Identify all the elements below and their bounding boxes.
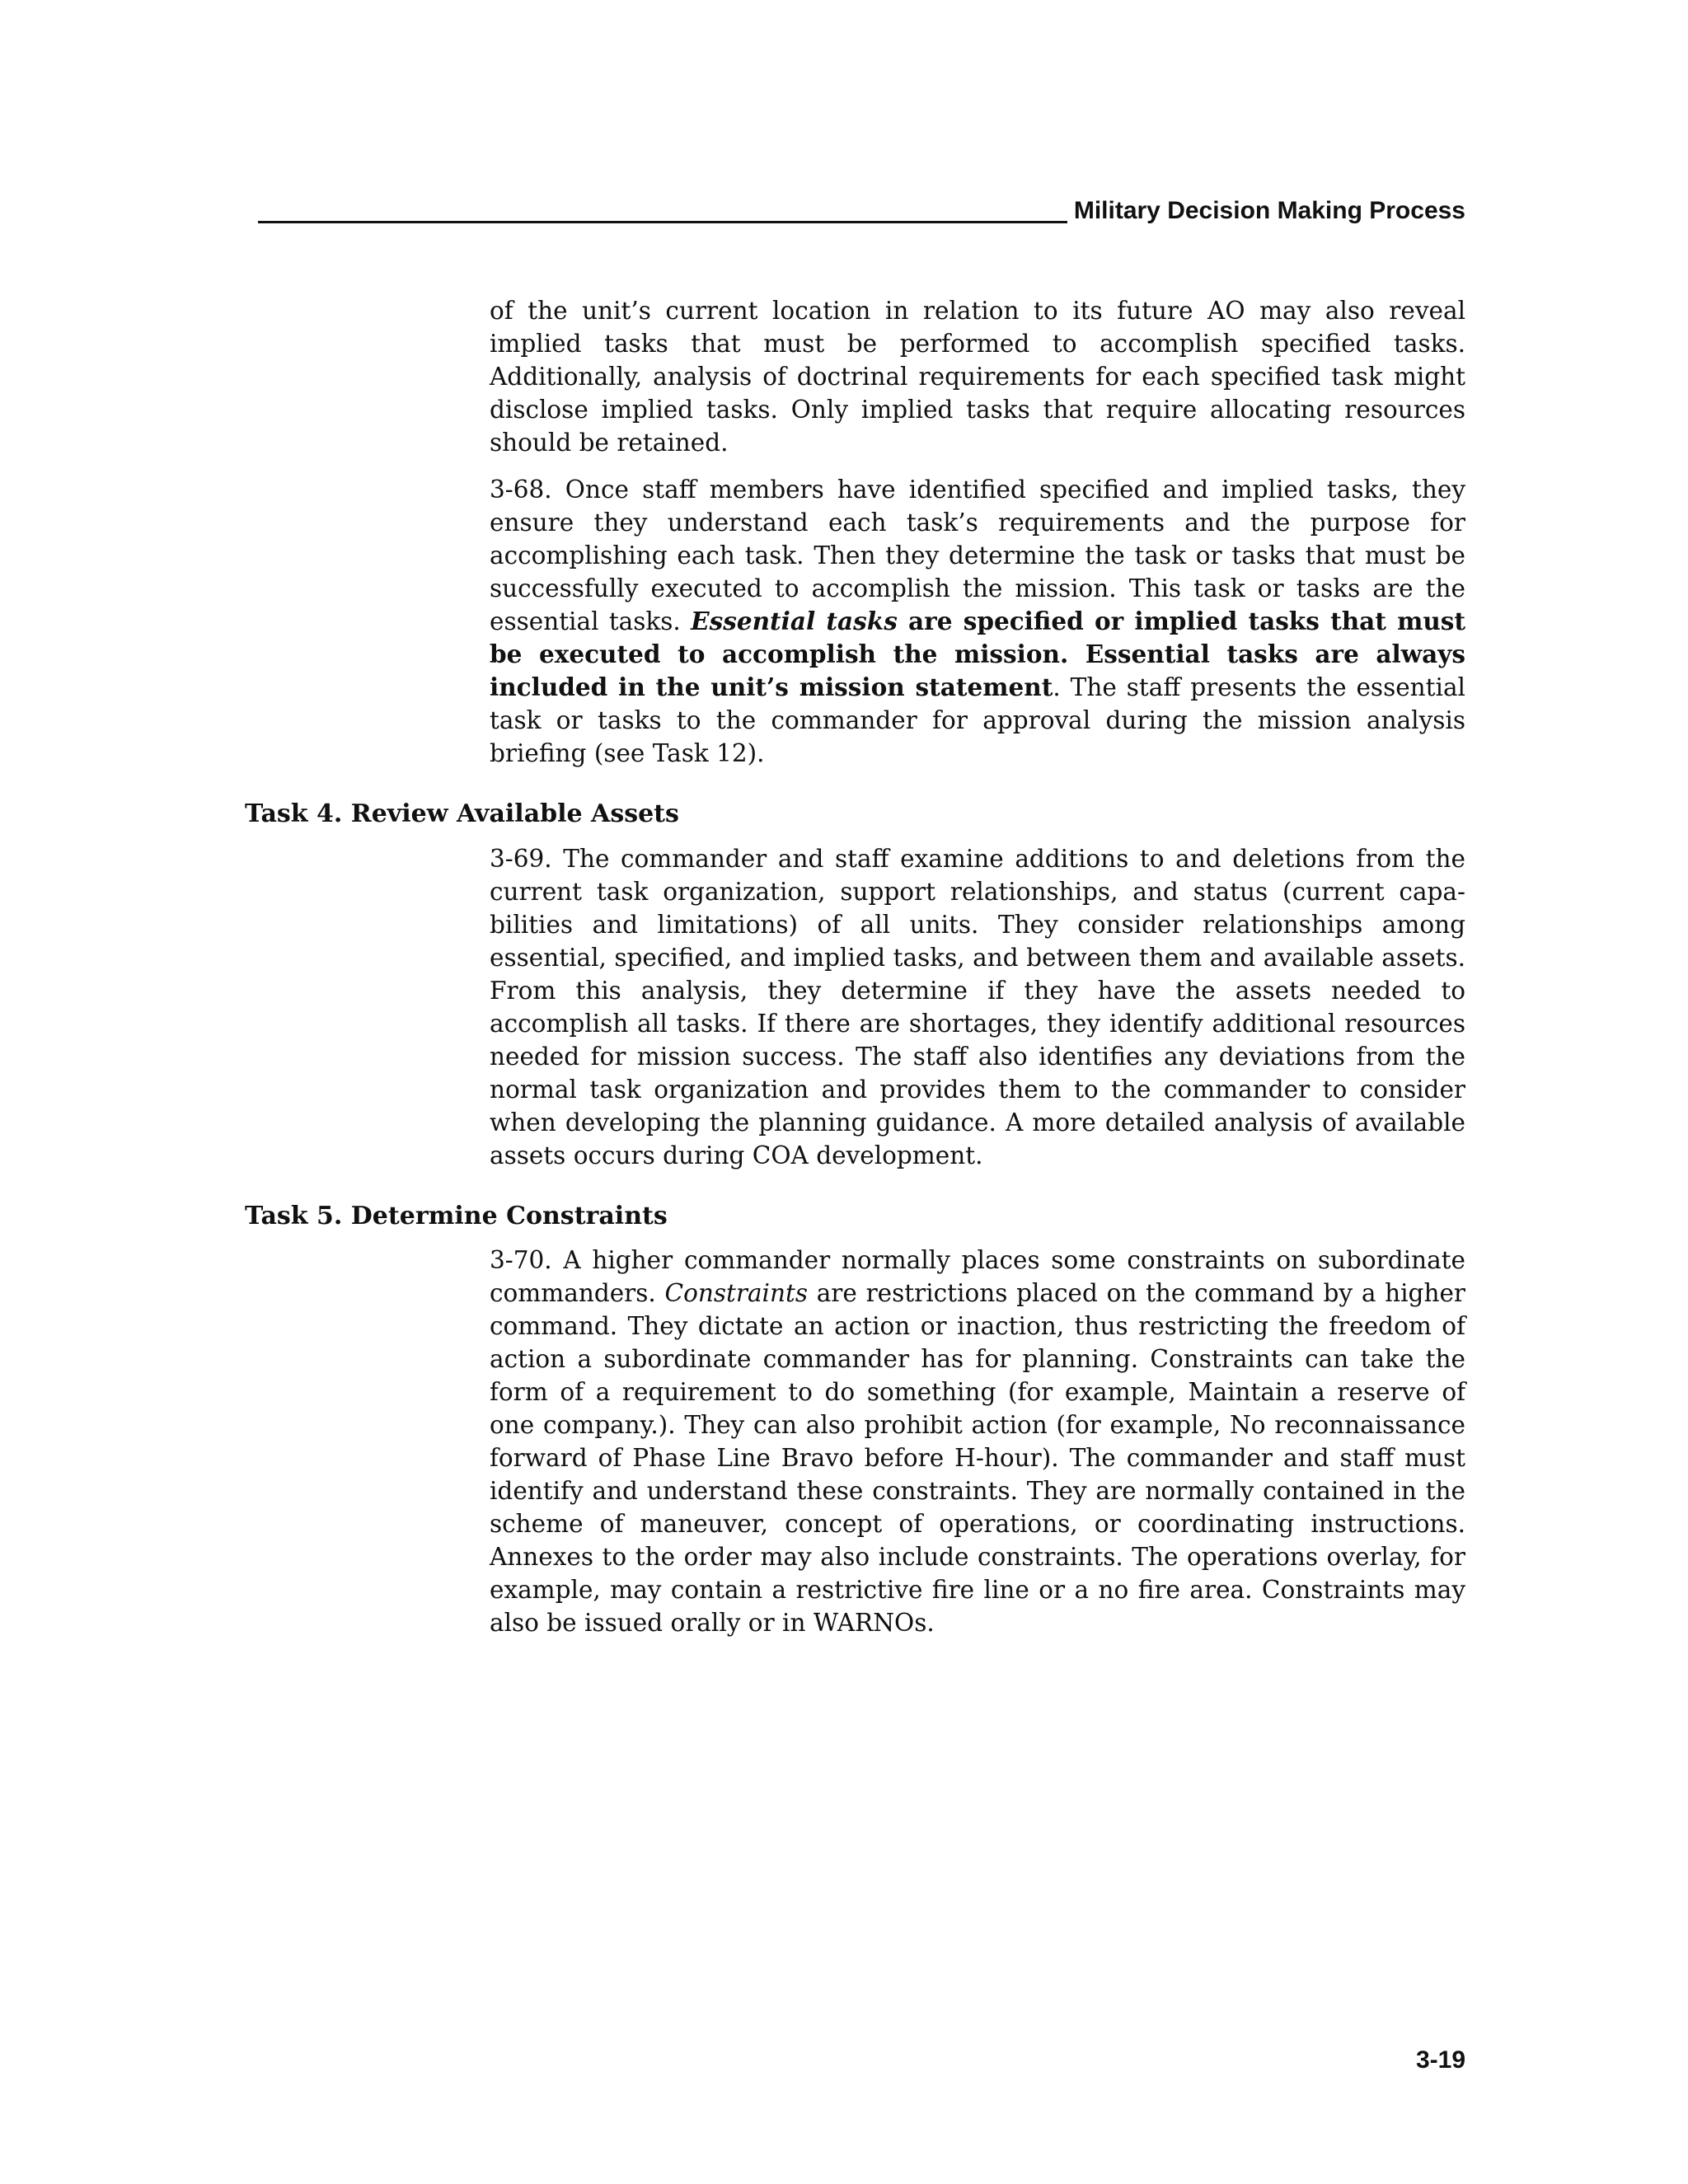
paragraph-lead-text: 3-68. Once staff members have identified specified and implied tasks, they ensure they understand each task’s requirements and the purpose for accomplishing each task. Then they determine the task or tasks that must be successfully executed to accomplish the mission. This task or tasks are the essential tasks. [490, 476, 1465, 635]
defined-term-constraints: Constraints [664, 1279, 808, 1307]
paragraph-text: 3-69. The commander and staff examine additions to and deletions from the current task organization, support relationships, and status (current capabilities and limitations) of all units. They consider relationships among essential, specified, and implied tasks, and between them and available assets. From this analysis, they determine if they have the assets needed to accomplish all tasks. If there are shortages, they identify additional resources needed for mission success. The staff also identifies any deviations from the normal task organization and provides them to the commander to consider when developing the planning guidance. A more detailed analysis of available assets occurs during COA development. [490, 845, 1465, 1169]
paragraph-text: of the unit’s current location in relation to its future AO may also reveal implied tasks that must be performed to accomplish specified tasks. Additionally, analysis of doctrinal requirements for each specified task might disclose implied tasks. Only implied tasks that require allocating resources should be retained. [490, 297, 1465, 457]
header-rule [258, 221, 1067, 223]
definition-essential-tasks: are specified or implied tasks that must be executed to accomplish the mission. Essential tasks are always included in the unit’s mission statement [490, 607, 1466, 701]
paragraph-3-68 [490, 473, 1465, 770]
heading-task-5: Task 5. Determine Constraints [245, 1202, 668, 1230]
paragraph-3-69 [490, 842, 1465, 1172]
paragraph-3-70 [490, 1244, 1465, 1639]
paragraph-lead-text: 3-70. A higher commander normally places some constraints on subordinate commanders. [490, 1246, 1465, 1307]
running-header-title: Military Decision Making Process [1073, 197, 1465, 224]
heading-task-4: Task 4. Review Available Assets [245, 799, 679, 828]
paragraph-tail-text: . The staff presents the essential task or tasks to the commander for approval during the mission analysis briefing (see Task 12). [490, 673, 1465, 767]
paragraph-continuation [490, 294, 1465, 459]
defined-term-essential-tasks: Essential tasks [691, 607, 898, 635]
paragraph-tail-text: are restrictions placed on the command by a higher command. They dictate an action or inaction, thus restricting the freedom of action a subordinate commander has for planning. Constraints can take the form of a requirement to do something (for example, Maintain a reserve of one company.). They can also prohibit action (for example, No reconnaissance forward of Phase Line Bravo before H-hour). The commander and staff must identify and understand these constraints. They are normally contained in the scheme of maneuver, concept of operations, or coordinating instructions. Annexes to the order may also include constraints. The operations overlay, for example, may contain a restrictive fire line or a no fire area. Constraints may also be issued orally or in WARNOs. [490, 1279, 1466, 1637]
page-number: 3-19 [1415, 2046, 1465, 2074]
